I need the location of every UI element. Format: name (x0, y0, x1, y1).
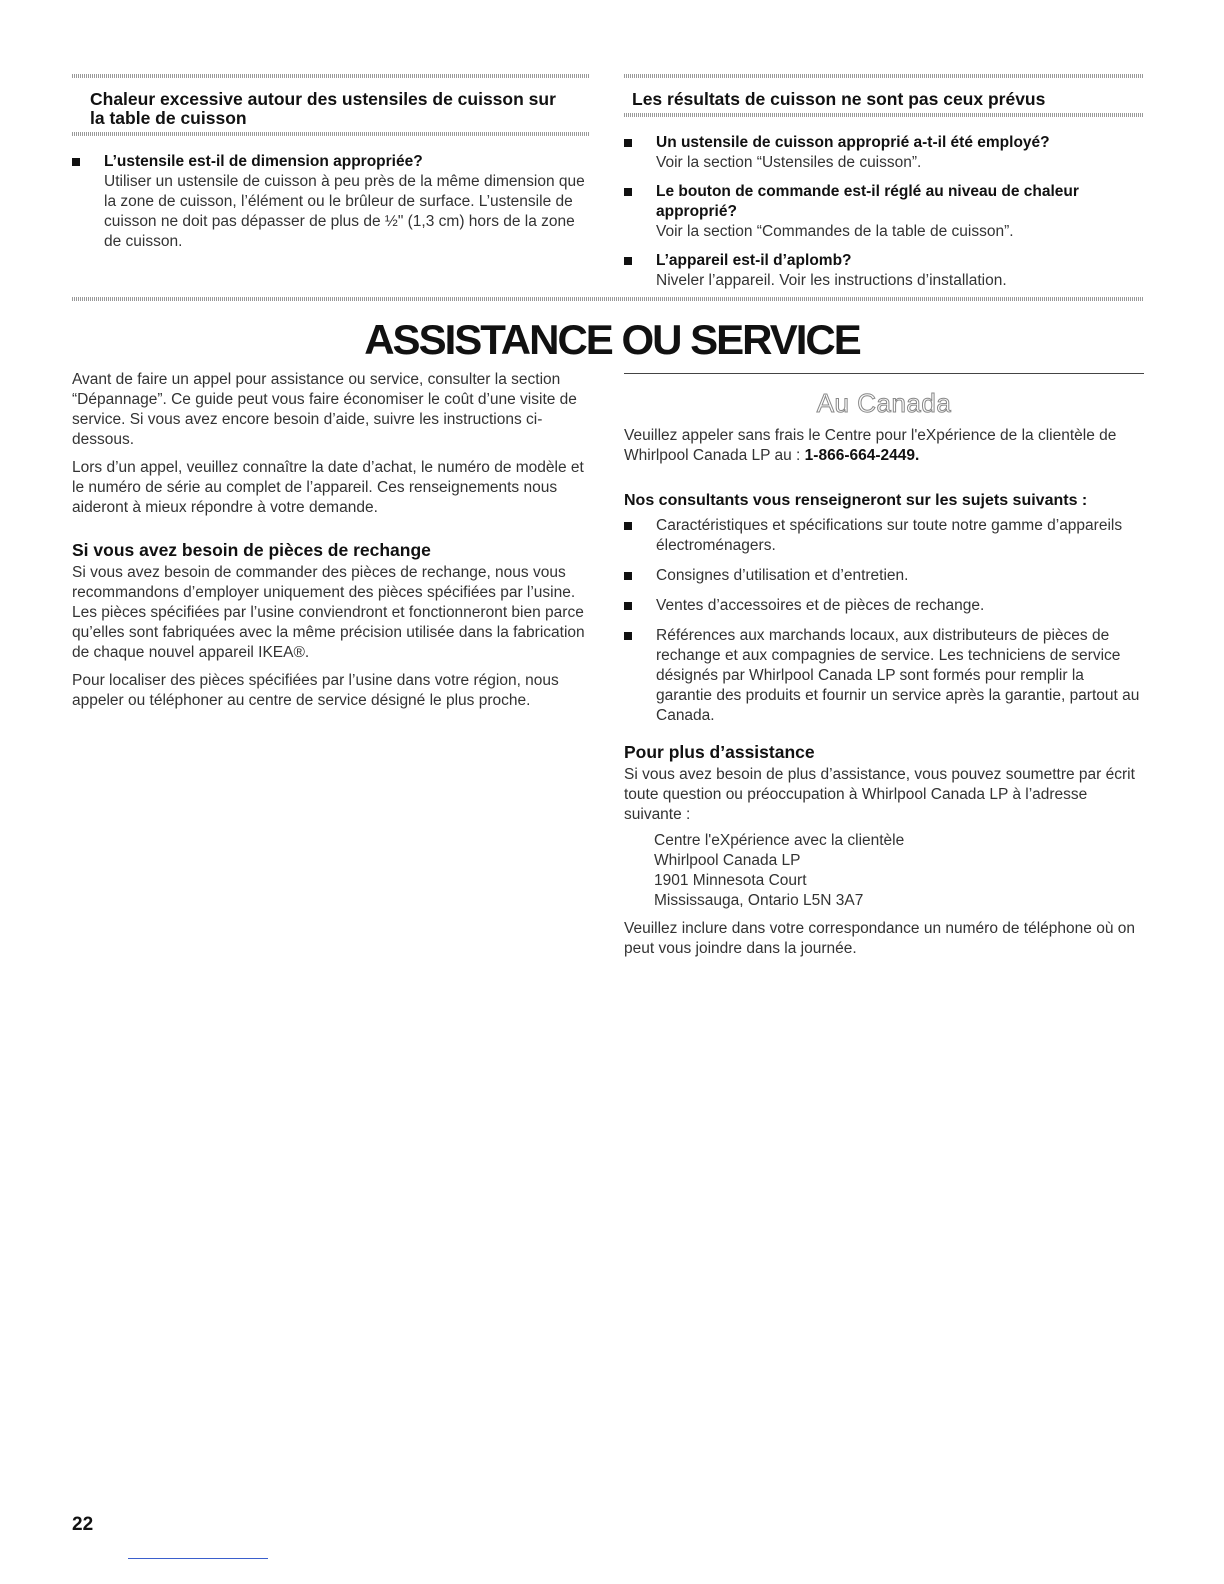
list-item: Références aux marchands locaux, aux distributeurs de pièces de rechange et aux compagnies de service. Les techniciens de service désignés par Whirlpool Canada LP sont formés pour remplir la garantie des produits et fournir un service après la garantie, partout au Canada. (624, 626, 1144, 726)
answer: Utiliser un ustensile de cuisson à peu près de la même dimension que la zone de cuisson, l’élément ou le brûleur de surface. L’ustensile de cuisson ne doit pas dépasser de plus de ½" (1,3 cm) hors de la zone de cuisson. (104, 173, 585, 250)
question: L’appareil est-il d’aplomb? (656, 252, 852, 269)
call-text: Veuillez appeler sans frais le Centre pour l'eXpérience de la clientèle de Whirlpool Canada LP au : (624, 427, 1117, 464)
section-divider (72, 297, 1144, 301)
mailing-address (624, 831, 1144, 911)
list-item (624, 133, 1144, 173)
canada-heading: Au Canada (816, 388, 952, 418)
answer: Voir la section “Ustensiles de cuisson”. (656, 154, 922, 171)
section-excess-heat (72, 74, 590, 261)
list-item: Ventes d’accessoires et de pièces de rechange. (624, 596, 1144, 616)
topics-list (624, 516, 1144, 726)
closing-paragraph: Veuillez inclure dans votre correspondance un numéro de téléphone où on peut vous joindre dans la journée. (624, 920, 1135, 957)
parts-heading: Si vous avez besoin de pièces de rechange (72, 540, 431, 560)
list-item (624, 251, 1144, 291)
list-item (72, 152, 590, 252)
question-list (624, 133, 1144, 291)
assistance-left-column (72, 370, 592, 719)
page-number: 22 (72, 1514, 94, 1535)
hatch-rule (624, 113, 1144, 117)
address-line: Mississauga, Ontario L5N 3A7 (654, 892, 864, 909)
locate-parts-paragraph: Pour localiser des pièces spécifiées par l’usine dans votre région, nous appeler ou téléphoner au centre de service désigné le plus proche. (72, 672, 559, 709)
intro-paragraph: Avant de faire un appel pour assistance ou service, consulter la section “Dépannage”. Ce guide peut vous faire économiser le coût d’une visite de service. Si vous avez encore besoin d’aide, suivre les instructions ci-dessous. (72, 371, 577, 448)
more-assistance-heading: Pour plus d’assistance (624, 742, 815, 762)
phone-number: 1-866-664-2449. (804, 447, 920, 464)
list-item: Consignes d’utilisation et d’entretien. (624, 566, 1144, 586)
page-title: ASSISTANCE OU SERVICE (364, 316, 860, 363)
list-item (624, 182, 1144, 242)
question: L’ustensile est-il de dimension appropriée? (104, 153, 423, 170)
more-assistance-text: Si vous avez besoin de plus d’assistance, vous pouvez soumettre par écrit toute question ou préoccupation à Whirlpool Canada LP à l’adresse suivante : (624, 766, 1135, 823)
call-info-paragraph: Lors d’un appel, veuillez connaître la date d’achat, le numéro de modèle et le numéro de série au complet de l’appareil. Ces renseignements nous aideront à mieux répondre à votre demande. (72, 459, 584, 516)
footer-line (128, 1558, 268, 1559)
section-cooking-results (624, 74, 1144, 300)
address-line: 1901 Minnesota Court (654, 872, 807, 889)
consultants-heading: Nos consultants vous renseigneront sur les sujets suivants : (624, 492, 1088, 509)
address-line: Whirlpool Canada LP (654, 852, 801, 869)
question: Un ustensile de cuisson approprié a-t-il été employé? (656, 134, 1050, 151)
assistance-right-column (624, 373, 1144, 959)
list-item: Caractéristiques et spécifications sur toute notre gamme d’appareils électroménagers. (624, 516, 1144, 556)
question: Le bouton de commande est-il réglé au niveau de chaleur approprié? (656, 183, 1079, 220)
parts-paragraph: Si vous avez besoin de commander des pièces de rechange, nous vous recommandons d’employer uniquement des pièces spécifiées par l’usine. Les pièces spécifiées par l’usine conviendront et fonctionneront bien parce qu’elles sont fabriquées avec la même précision utilisée dans la fabrication de chaque nouvel appareil IKEA®. (72, 564, 585, 661)
divider (624, 373, 1144, 374)
answer: Voir la section “Commandes de la table de cuisson”. (656, 223, 1014, 240)
address-line: Centre l'eXpérience avec la clientèle (654, 832, 905, 849)
answer: Niveler l’appareil. Voir les instructions d’installation. (656, 272, 1007, 289)
section-heading: Les résultats de cuisson ne sont pas ceux prévus (632, 89, 1046, 109)
question-list (72, 152, 590, 252)
section-heading: Chaleur excessive autour des ustensiles de cuisson sur la table de cuisson (90, 89, 556, 128)
hatch-rule (72, 132, 590, 136)
call-paragraph (624, 426, 1144, 466)
